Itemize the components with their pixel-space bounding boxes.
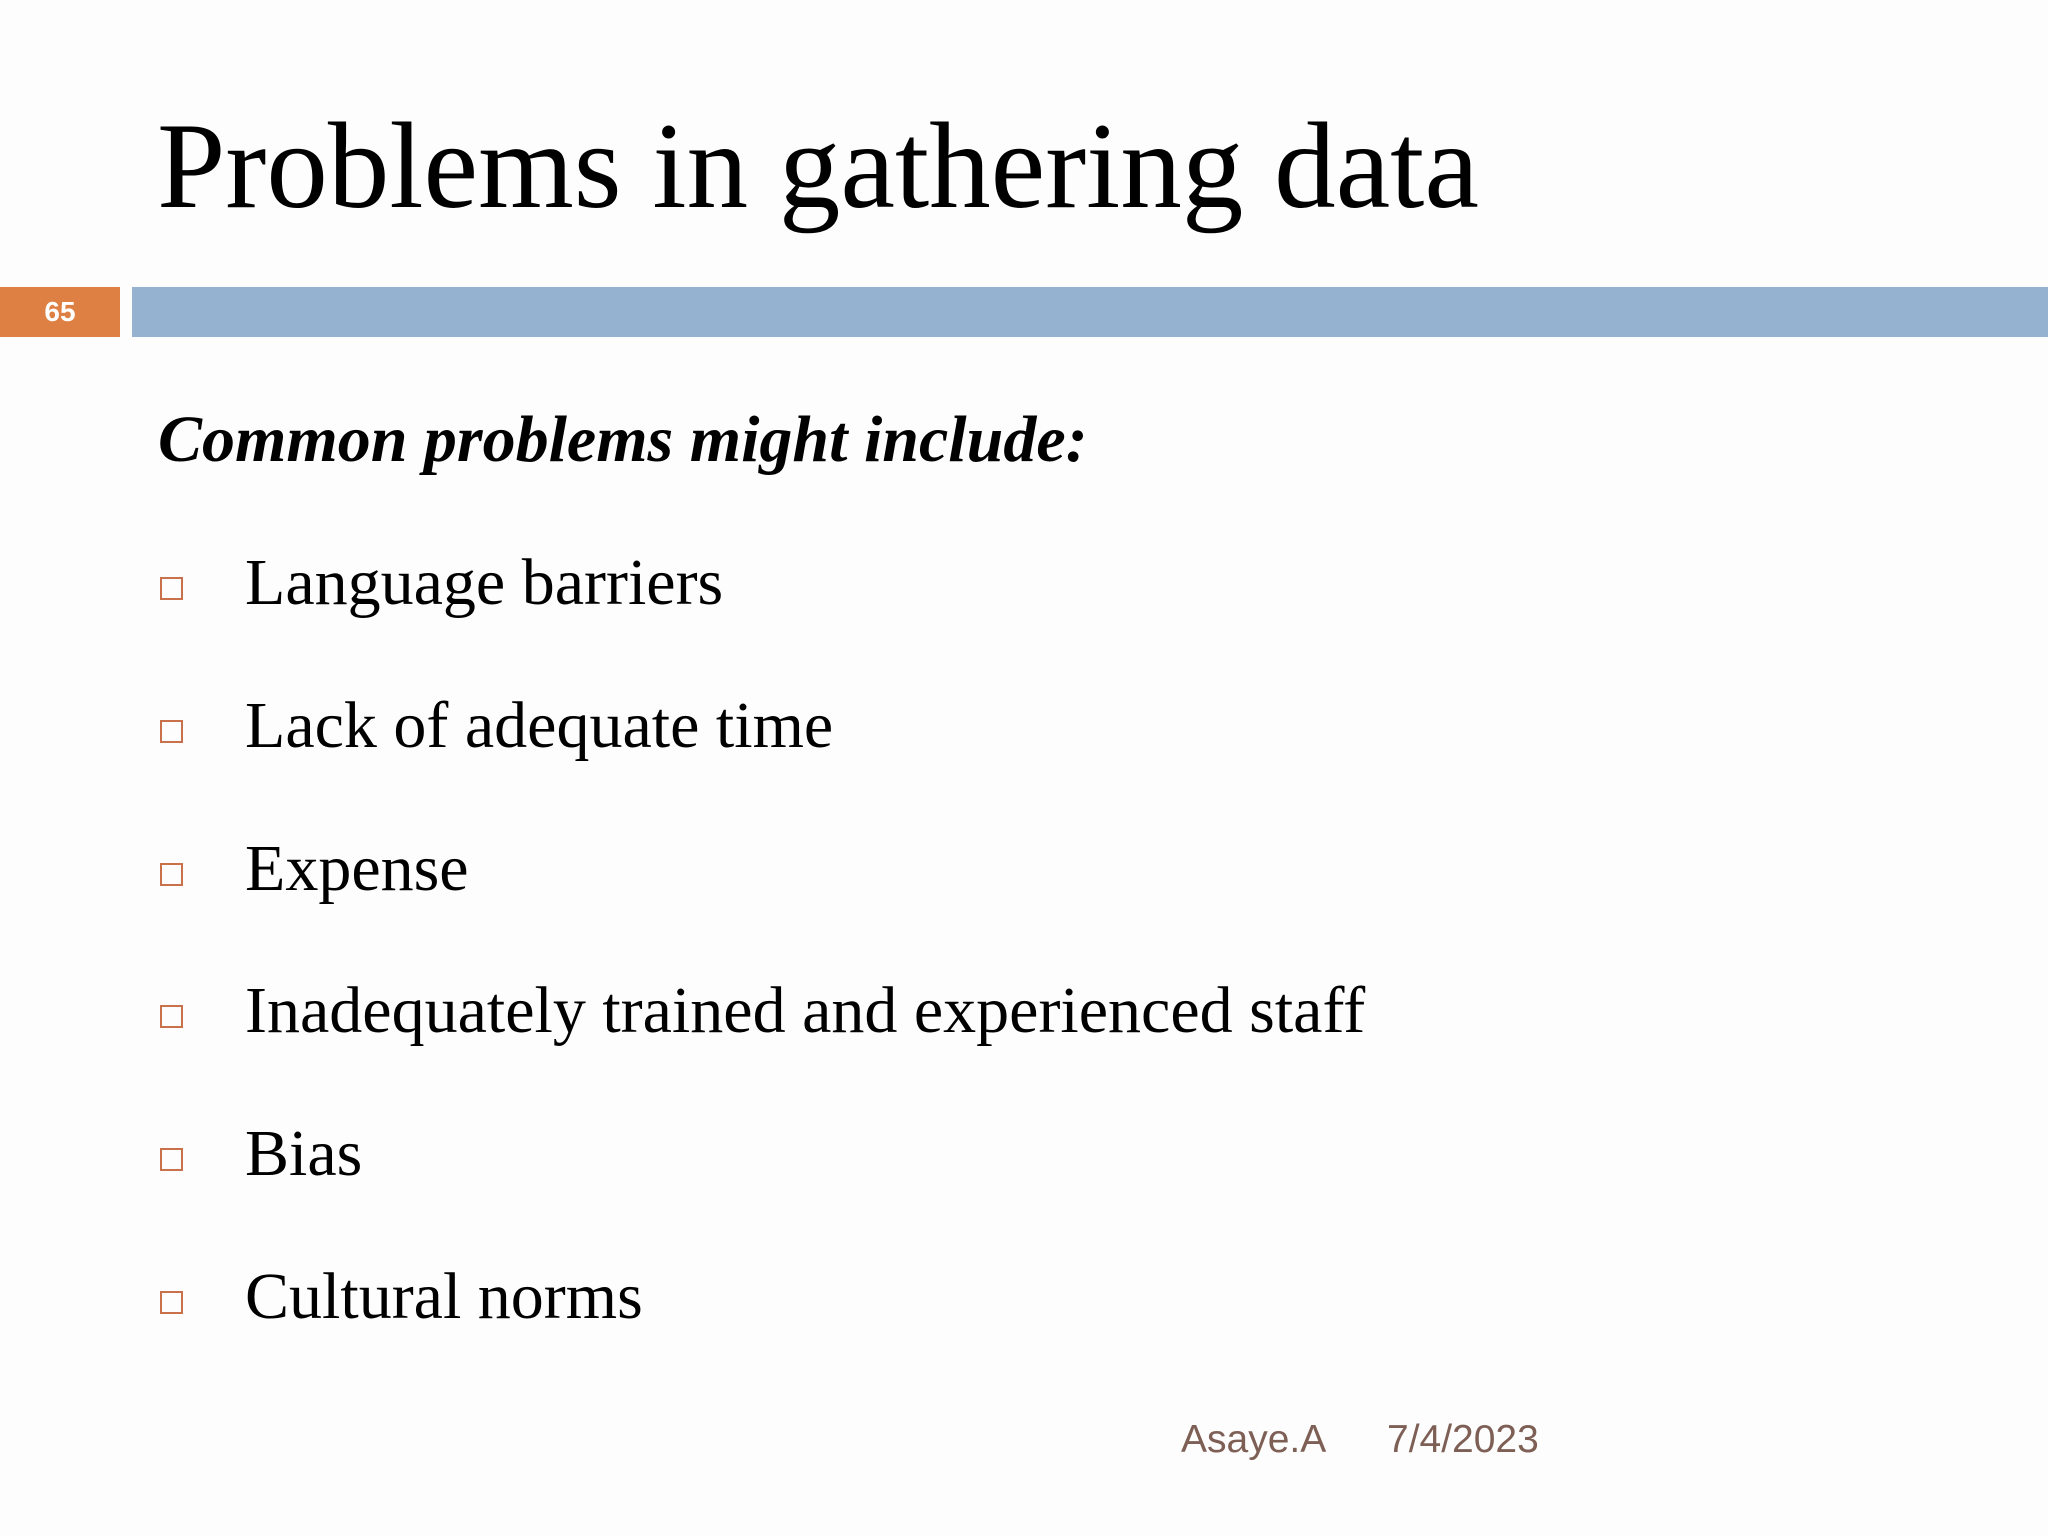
bullet-item [160,543,723,623]
hollow-square-icon [160,720,183,743]
hollow-square-icon [160,863,183,886]
hollow-square-icon [160,1005,183,1028]
footer-date: 7/4/2023 [1387,1418,1539,1461]
slide-title: Problems in gathering data [157,97,1479,234]
bullet-text: Cultural norms [245,1260,643,1333]
slide-number: 65 [44,296,76,327]
bullet-item [160,971,1365,1051]
bullet-text: Lack of adequate time [245,689,834,762]
bullet-item [160,686,833,766]
slide-subtitle: Common problems might include: [158,403,1088,476]
bullet-item [160,1257,643,1337]
bullet-text: Language barriers [245,546,724,619]
hollow-square-icon [160,1148,183,1171]
bullet-text: Inadequately trained and experienced staff [245,974,1366,1047]
bullet-item [160,829,469,909]
bullet-text: Expense [245,832,469,905]
hollow-square-icon [160,577,183,600]
footer-author: Asaye.A [1181,1418,1327,1461]
bullet-text: Bias [245,1117,363,1190]
hollow-square-icon [160,1291,183,1314]
bullet-item [160,1114,362,1194]
